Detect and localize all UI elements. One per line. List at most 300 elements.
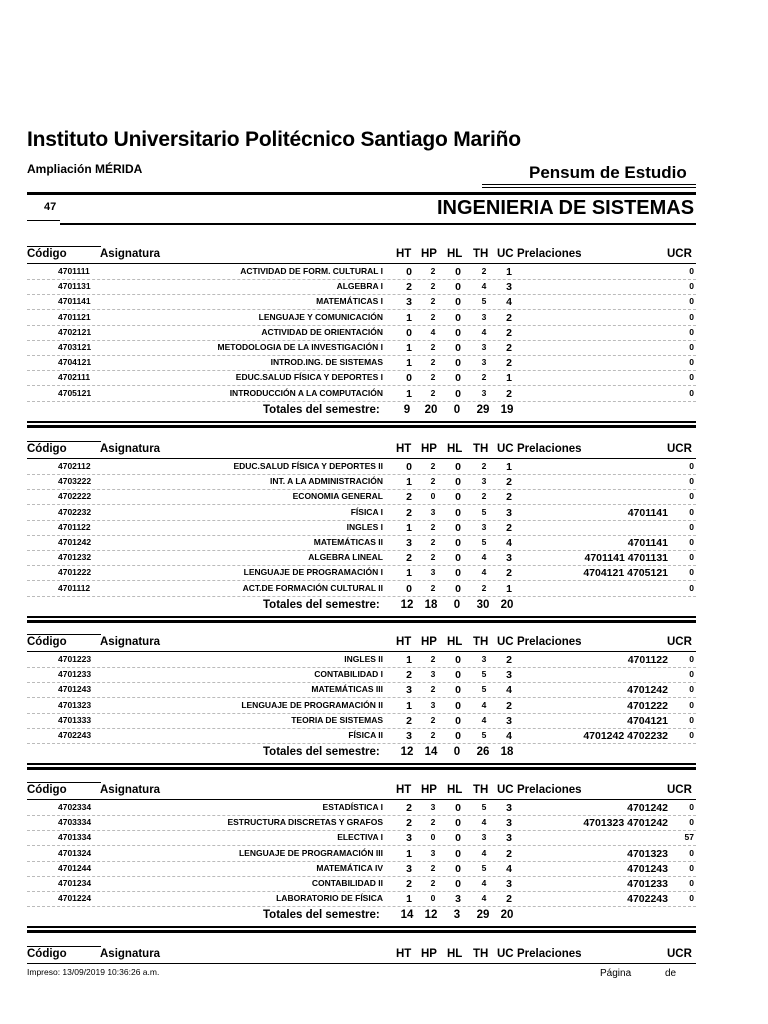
- cell-ht: 2: [406, 878, 412, 890]
- cell-th: 4: [481, 281, 487, 292]
- cell-th: 3: [481, 342, 487, 352]
- cell-code: 4702121: [58, 326, 92, 337]
- cell-ht: 3: [406, 832, 412, 845]
- total-hl: 0: [453, 403, 461, 416]
- cell-hp: 2: [430, 817, 436, 828]
- total-hl: 0: [453, 598, 461, 611]
- cell-prereq: 4701122: [627, 654, 668, 666]
- total-ht: 12: [400, 598, 414, 611]
- cell-hp: 2: [430, 521, 436, 532]
- cell-hl: 0: [455, 802, 461, 814]
- cell-subject: LABORATORIO DE FÍSICA: [276, 893, 383, 904]
- cell-subject: FÍSICA I: [350, 506, 383, 517]
- cell-hl: 0: [455, 506, 461, 519]
- cell-ucr: 0: [689, 567, 694, 578]
- cell-hp: 2: [430, 476, 436, 487]
- cell-th: 4: [481, 714, 487, 725]
- cell-hp: 3: [430, 699, 436, 710]
- cell-ucr: 0: [689, 862, 694, 873]
- cell-th: 5: [481, 730, 487, 740]
- cell-th: 4: [481, 552, 487, 563]
- cell-ht: 1: [406, 699, 412, 712]
- cell-code: 4702111: [58, 372, 91, 383]
- table-row: [27, 459, 696, 475]
- cell-hl: 0: [455, 832, 461, 845]
- table-row: [27, 891, 696, 907]
- column-headers: [27, 443, 696, 458]
- col-th: TH: [473, 948, 489, 960]
- cell-hl: 0: [455, 461, 461, 473]
- cell-hl: 0: [455, 582, 461, 595]
- cell-ucr: 0: [689, 506, 694, 517]
- table-row: [27, 535, 696, 551]
- totals-label: Totales del semestre:: [263, 746, 380, 759]
- cell-subject: LENGUAJE DE PROGRAMACIÓN II: [241, 699, 383, 710]
- col-th: TH: [473, 248, 489, 260]
- cell-ucr: 0: [689, 654, 694, 664]
- table-row: [27, 340, 696, 356]
- cell-hl: 0: [455, 537, 461, 549]
- totals-rule-1: [27, 616, 696, 618]
- table-row: [27, 713, 696, 729]
- cell-hp: 4: [430, 326, 436, 337]
- cell-code: 4703121: [58, 342, 92, 352]
- cell-ht: 2: [406, 506, 412, 519]
- cell-hl: 0: [455, 342, 461, 354]
- table-row: [27, 505, 696, 521]
- cell-code: 4701243: [58, 684, 92, 695]
- cell-hl: 0: [455, 862, 461, 875]
- cell-subject: FÍSICA II: [348, 730, 383, 740]
- cell-th: 4: [481, 878, 487, 888]
- cell-hp: 0: [430, 491, 436, 502]
- totals-rule-1: [27, 926, 696, 928]
- cell-ht: 3: [406, 537, 412, 549]
- cell-hp: 2: [430, 372, 436, 383]
- cell-code: 4703334: [58, 817, 92, 828]
- table-row: [27, 698, 696, 714]
- cell-ht: 0: [406, 326, 412, 339]
- col-uc: UC: [497, 784, 514, 796]
- cell-prereq: 4701222: [627, 699, 668, 712]
- totals-row: [27, 403, 696, 419]
- cell-ht: 2: [406, 817, 412, 830]
- title-underline-1: [482, 184, 696, 185]
- cell-subject: ACTIVIDAD DE ORIENTACIÓN: [261, 326, 383, 337]
- cell-hp: 3: [430, 506, 436, 517]
- cell-hl: 0: [455, 326, 461, 339]
- cell-subject: ECONOMIA GENERAL: [292, 491, 383, 502]
- cell-uc: 3: [506, 552, 512, 565]
- cell-ht: 1: [406, 342, 412, 354]
- cell-hp: 2: [430, 730, 436, 740]
- cell-ucr: 0: [689, 357, 694, 368]
- cell-code: 4705121: [58, 387, 92, 398]
- cell-code: 4701223: [58, 654, 92, 664]
- cell-uc: 4: [506, 862, 512, 875]
- cell-hl: 0: [455, 684, 461, 697]
- totals-row: [27, 598, 696, 614]
- cell-ht: 1: [406, 311, 412, 324]
- cell-hp: 0: [430, 893, 436, 904]
- cell-ucr: 0: [689, 387, 694, 398]
- cell-code: 4701232: [58, 552, 92, 563]
- cell-th: 5: [481, 537, 487, 547]
- total-ht: 12: [400, 746, 414, 759]
- total-hp: 14: [424, 746, 438, 759]
- cell-uc: 3: [506, 669, 512, 682]
- cell-ht: 0: [406, 372, 412, 385]
- cell-th: 2: [481, 372, 487, 383]
- cell-uc: 3: [506, 802, 512, 814]
- cell-prereq: 4701323: [627, 847, 668, 860]
- cell-th: 3: [481, 521, 487, 532]
- cell-prereq: 4701242: [627, 684, 668, 697]
- header-top-line: [27, 782, 101, 783]
- col-subject: Asignatura: [100, 248, 161, 260]
- header-top-line: [27, 946, 101, 947]
- cell-uc: 3: [506, 817, 512, 830]
- cell-uc: 4: [506, 730, 512, 742]
- total-ht: 9: [403, 403, 411, 416]
- cell-hl: 0: [455, 654, 461, 666]
- cell-th: 5: [481, 862, 487, 873]
- header-top-line: [27, 246, 101, 247]
- table-row: [27, 830, 696, 846]
- cell-subject: INGLES II: [344, 654, 383, 664]
- cell-hl: 0: [455, 847, 461, 860]
- cell-uc: 2: [506, 342, 512, 354]
- cell-ucr: 0: [689, 878, 694, 888]
- cell-ucr: 0: [689, 537, 694, 547]
- cell-code: 4701334: [58, 832, 92, 843]
- totals-rule-2: [27, 767, 696, 770]
- cell-hl: 0: [455, 567, 461, 580]
- cell-prereq: 4704121 4705121: [583, 567, 668, 580]
- col-th: TH: [473, 443, 489, 455]
- document-title: Pensum de Estudio: [529, 163, 687, 182]
- cell-th: 3: [481, 476, 487, 487]
- cell-uc: 2: [506, 311, 512, 324]
- cell-prereq: 4701141: [627, 506, 668, 519]
- cell-subject: ESTADÍSTICA I: [322, 802, 383, 812]
- total-ht: 14: [400, 909, 414, 922]
- cell-hp: 2: [430, 862, 436, 873]
- cell-uc: 2: [506, 491, 512, 504]
- cell-subject: ESTRUCTURA DISCRETAS Y GRAFOS: [227, 817, 383, 828]
- cell-hp: 2: [430, 582, 436, 593]
- cell-ht: 3: [406, 296, 412, 309]
- total-th: 29: [476, 403, 490, 416]
- cell-code: 4701112: [58, 582, 91, 593]
- col-hl: HL: [447, 784, 463, 796]
- cell-prereq: 4701141: [627, 537, 668, 549]
- totals-rule-2: [27, 930, 696, 933]
- cell-prereq: 4701233: [627, 878, 668, 890]
- cell-code: 4701234: [58, 878, 92, 888]
- cell-hp: 2: [430, 714, 436, 725]
- cell-subject: INTRODUCCIÓN A LA COMPUTACIÓN: [229, 387, 383, 398]
- table-row: [27, 386, 696, 402]
- header-rule: [27, 192, 696, 195]
- total-uc: 20: [500, 909, 514, 922]
- col-subject: Asignatura: [100, 948, 161, 960]
- cell-code: 4702243: [58, 730, 92, 740]
- total-th: 26: [476, 746, 490, 759]
- cell-ht: 1: [406, 654, 412, 666]
- cell-prereq: 4701243: [627, 862, 668, 875]
- cell-hp: 2: [430, 684, 436, 695]
- col-hp: HP: [421, 636, 437, 648]
- cell-ucr: 0: [689, 847, 694, 858]
- col-ht: HT: [396, 443, 412, 455]
- total-uc: 20: [500, 598, 514, 611]
- cell-code: 4701111: [58, 266, 90, 276]
- col-ucr: UCR: [667, 636, 692, 648]
- cell-code: 4701323: [58, 699, 92, 710]
- header-top-line: [27, 634, 101, 635]
- cell-code: 4702334: [58, 802, 92, 812]
- cell-uc: 1: [506, 461, 512, 473]
- cell-ucr: 0: [689, 802, 694, 812]
- cell-hp: 3: [430, 802, 436, 812]
- cell-uc: 2: [506, 847, 512, 860]
- cell-code: 4701222: [58, 567, 92, 578]
- cell-hl: 0: [455, 730, 461, 742]
- cell-ht: 2: [406, 281, 412, 294]
- cell-uc: 2: [506, 893, 512, 906]
- cell-ucr: 0: [689, 372, 694, 383]
- col-ht: HT: [396, 248, 412, 260]
- cell-ht: 2: [406, 552, 412, 565]
- cell-ht: 3: [406, 730, 412, 742]
- col-code: Código: [27, 948, 67, 960]
- cell-th: 5: [481, 802, 487, 812]
- col-code: Código: [27, 784, 67, 796]
- cell-hl: 0: [455, 296, 461, 309]
- col-ht: HT: [396, 948, 412, 960]
- col-hp: HP: [421, 784, 437, 796]
- table-row: [27, 279, 696, 295]
- cell-ht: 1: [406, 567, 412, 580]
- table-row: [27, 815, 696, 831]
- cell-th: 5: [481, 296, 487, 307]
- cell-th: 3: [481, 832, 487, 843]
- cell-code: 4702112: [58, 461, 91, 471]
- cell-prereq: 4704121: [627, 714, 668, 727]
- cell-ucr: 0: [689, 684, 694, 695]
- cell-ucr: 0: [689, 281, 694, 292]
- cell-ucr: 0: [689, 296, 694, 307]
- cell-hl: 0: [455, 372, 461, 385]
- cell-subject: CONTABILIDAD I: [314, 669, 383, 680]
- cell-th: 4: [481, 893, 487, 904]
- total-hl: 3: [453, 909, 461, 922]
- total-hp: 20: [424, 403, 438, 416]
- cell-th: 5: [481, 506, 487, 517]
- cell-subject: ACTIVIDAD DE FORM. CULTURAL I: [240, 266, 383, 276]
- total-hp: 12: [424, 909, 438, 922]
- cell-ht: 1: [406, 847, 412, 860]
- cell-uc: 1: [506, 372, 512, 385]
- cell-code: 4702232: [58, 506, 92, 517]
- cell-ucr: 0: [689, 893, 694, 904]
- cell-ht: 0: [406, 582, 412, 595]
- cell-ht: 3: [406, 862, 412, 875]
- table-row: [27, 861, 696, 877]
- totals-row: [27, 745, 696, 761]
- cell-hl: 0: [455, 387, 461, 400]
- cell-uc: 4: [506, 684, 512, 697]
- cell-ucr: 0: [689, 266, 694, 276]
- cell-subject: EDUC.SALUD FÍSICA Y DEPORTES II: [233, 461, 383, 471]
- cell-ht: 0: [406, 461, 412, 473]
- cell-th: 2: [481, 461, 487, 471]
- totals-label: Totales del semestre:: [263, 598, 380, 611]
- cell-prereq: 4702243: [627, 893, 668, 906]
- col-prereq: Prelaciones: [517, 636, 582, 648]
- cell-subject: MATEMÁTICAS II: [313, 537, 383, 547]
- cell-hl: 3: [455, 893, 461, 906]
- cell-th: 4: [481, 847, 487, 858]
- cell-ucr: 57: [684, 832, 694, 843]
- col-hl: HL: [447, 948, 463, 960]
- cell-code: 4702222: [58, 491, 92, 502]
- cell-hp: 2: [430, 342, 436, 352]
- cell-hp: 2: [430, 552, 436, 563]
- cell-code: 4701122: [58, 521, 91, 532]
- col-ucr: UCR: [667, 948, 692, 960]
- col-ht: HT: [396, 636, 412, 648]
- cell-ucr: 0: [689, 817, 694, 828]
- cell-ucr: 0: [689, 521, 694, 532]
- total-hl: 0: [453, 746, 461, 759]
- title-underline-2: [482, 187, 696, 188]
- cell-prereq: 4701141 4701131: [584, 552, 668, 565]
- cell-subject: ALGEBRA I: [336, 281, 383, 292]
- cell-subject: EDUC.SALUD FÍSICA Y DEPORTES I: [235, 372, 383, 383]
- cell-uc: 2: [506, 387, 512, 400]
- cell-hp: 2: [430, 296, 436, 307]
- col-hp: HP: [421, 443, 437, 455]
- cell-th: 3: [481, 311, 487, 322]
- cell-subject: LENGUAJE Y COMUNICACIÓN: [258, 311, 383, 322]
- table-row: [27, 846, 696, 862]
- cell-uc: 3: [506, 281, 512, 294]
- cell-code: 4704121: [58, 357, 92, 368]
- cell-uc: 2: [506, 567, 512, 580]
- cell-code: 4701324: [58, 847, 92, 858]
- cell-subject: INT. A LA ADMINISTRACIÓN: [269, 476, 383, 487]
- cell-th: 4: [481, 817, 487, 828]
- cell-ucr: 0: [689, 699, 694, 710]
- cell-ucr: 0: [689, 714, 694, 725]
- table-row: [27, 355, 696, 371]
- cell-hl: 0: [455, 476, 461, 489]
- total-th: 30: [476, 598, 490, 611]
- cell-th: 4: [481, 699, 487, 710]
- cell-ht: 2: [406, 802, 412, 814]
- table-row: [27, 550, 696, 566]
- totals-rule-1: [27, 763, 696, 765]
- cell-subject: TEORIA DE SISTEMAS: [291, 714, 383, 725]
- cell-ht: 2: [406, 714, 412, 727]
- cell-subject: INGLES I: [346, 521, 383, 532]
- table-row: [27, 520, 696, 536]
- table-row: [27, 325, 696, 341]
- header-bottom-line: [27, 963, 696, 964]
- cell-subject: INTROD.ING. DE SISTEMAS: [270, 357, 383, 368]
- col-uc: UC: [497, 948, 514, 960]
- table-row: [27, 565, 696, 581]
- cell-ht: 1: [406, 521, 412, 534]
- col-subject: Asignatura: [100, 636, 161, 648]
- cell-hp: 2: [430, 461, 436, 471]
- cell-ucr: 0: [689, 669, 694, 680]
- cell-subject: METODOLOGIA DE LA INVESTIGACIÓN I: [217, 342, 383, 352]
- col-ucr: UCR: [667, 784, 692, 796]
- col-ucr: UCR: [667, 443, 692, 455]
- col-prereq: Prelaciones: [517, 948, 582, 960]
- cell-prereq: 4701242: [627, 802, 668, 814]
- cell-ht: 1: [406, 893, 412, 906]
- cell-code: 4701233: [58, 669, 92, 680]
- cell-ucr: 0: [689, 552, 694, 563]
- cell-subject: LENGUAJE DE PROGRAMACIÓN I: [243, 567, 383, 578]
- cell-hp: 3: [430, 567, 436, 578]
- cell-hl: 0: [455, 357, 461, 370]
- cell-hl: 0: [455, 281, 461, 294]
- col-code: Código: [27, 636, 67, 648]
- table-row: [27, 474, 696, 490]
- cell-hp: 2: [430, 311, 436, 322]
- col-ucr: UCR: [667, 248, 692, 260]
- cell-uc: 2: [506, 476, 512, 489]
- table-row: [27, 489, 696, 505]
- cell-uc: 2: [506, 521, 512, 534]
- cell-uc: 4: [506, 537, 512, 549]
- col-subject: Asignatura: [100, 443, 161, 455]
- col-hl: HL: [447, 636, 463, 648]
- totals-row: [27, 908, 696, 924]
- cell-uc: 4: [506, 296, 512, 309]
- col-hp: HP: [421, 948, 437, 960]
- page-number-underline: [27, 220, 60, 221]
- career-title: INGENIERIA DE SISTEMAS: [437, 197, 695, 219]
- cell-hp: 2: [430, 654, 436, 664]
- column-headers: [27, 948, 696, 963]
- col-ht: HT: [396, 784, 412, 796]
- cell-uc: 3: [506, 714, 512, 727]
- printed-timestamp: Impreso: 13/09/2019 10:36:26 a.m.: [27, 967, 160, 977]
- cell-ucr: 0: [689, 461, 694, 471]
- cell-ucr: 0: [689, 582, 694, 593]
- table-row: [27, 581, 696, 597]
- table-row: [27, 652, 696, 668]
- table-row: [27, 667, 696, 683]
- cell-ucr: 0: [689, 311, 694, 322]
- cell-ht: 2: [406, 669, 412, 682]
- table-row: [27, 370, 696, 386]
- cell-ht: 1: [406, 476, 412, 489]
- cell-ucr: 0: [689, 342, 694, 352]
- col-prereq: Prelaciones: [517, 248, 582, 260]
- col-code: Código: [27, 443, 67, 455]
- table-row: [27, 876, 696, 892]
- total-hp: 18: [424, 598, 438, 611]
- cell-subject: ALGEBRA LINEAL: [308, 552, 383, 563]
- cell-code: 4703222: [58, 476, 92, 487]
